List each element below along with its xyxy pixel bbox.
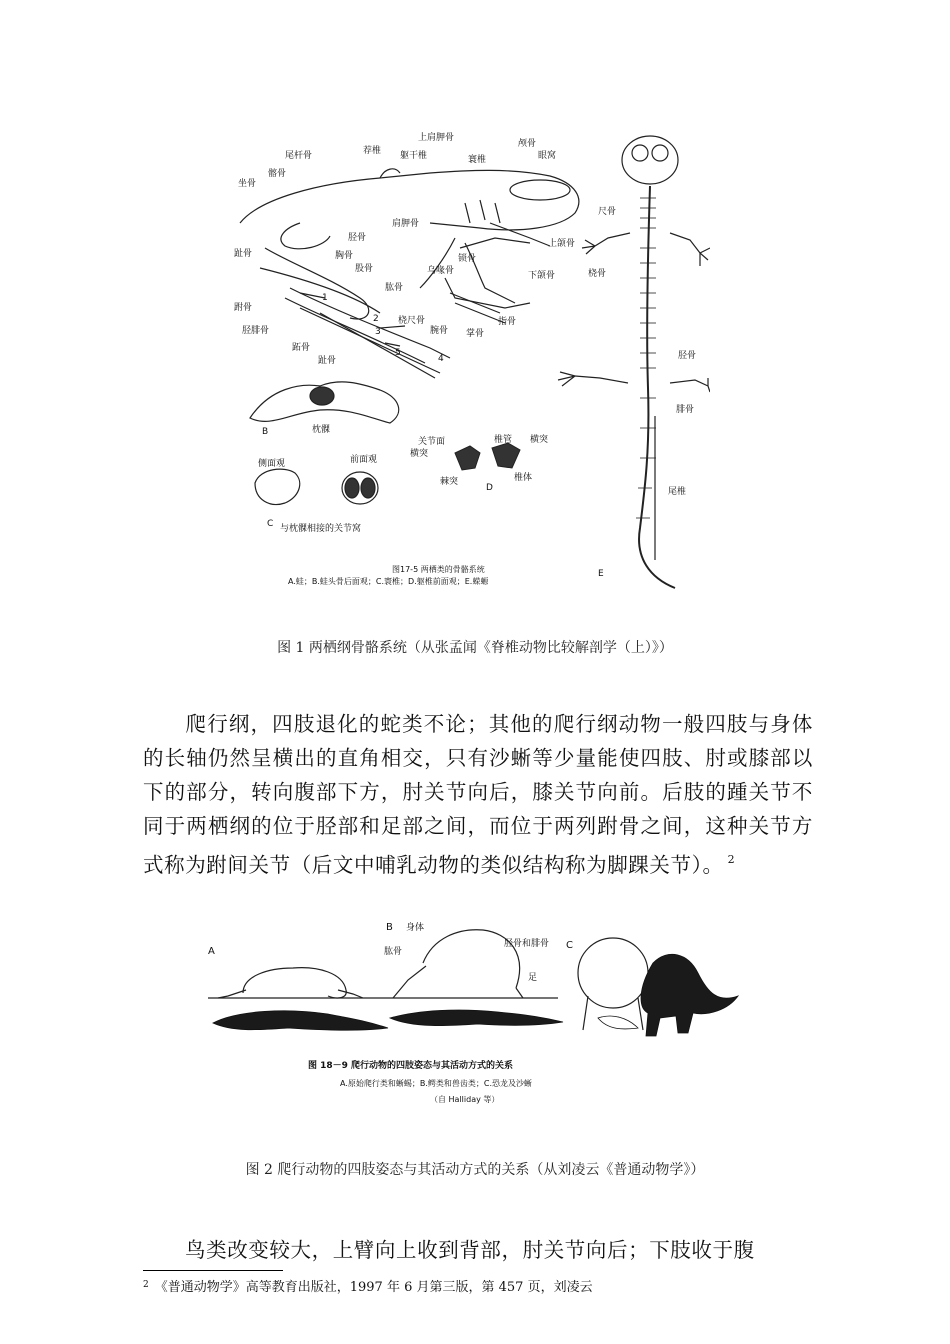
label-jianzhui: 荐椎 <box>363 146 382 156</box>
label-zhigu2: 跖骨 <box>292 343 311 353</box>
label-hugu: 肱骨 <box>385 283 404 293</box>
letter-d: D <box>486 483 493 493</box>
footnote-ref[interactable]: 2 <box>727 853 736 866</box>
label-zhuiguan: 椎管 <box>494 435 513 445</box>
label-a: A <box>208 946 215 957</box>
label-zhuiti: 椎体 <box>514 473 533 483</box>
label-wangu: 腕骨 <box>430 326 449 336</box>
label-zhigu4: 指骨 <box>498 317 517 327</box>
label-shanghegu: 上颌骨 <box>548 239 576 249</box>
num-1: 1 <box>322 293 328 303</box>
label-zhanggu: 掌骨 <box>466 329 485 339</box>
label-weiganggu: 尾杆骨 <box>285 151 313 161</box>
figure-2-drawing <box>198 918 748 1128</box>
figure-1-skeleton <box>230 128 710 598</box>
footnote-mark: 2 <box>143 1280 149 1290</box>
label-shenti: 身体 <box>406 923 425 933</box>
letter-c: C <box>267 519 274 529</box>
label-zu: 足 <box>528 973 538 983</box>
label-zuogu: 坐骨 <box>238 179 257 189</box>
label-xiahegu: 下颌骨 <box>528 271 556 281</box>
num-5: 5 <box>395 348 401 358</box>
footnote-divider <box>143 1270 283 1271</box>
label-qianmianguan: 前面观 <box>350 455 378 465</box>
label-hengtu2: 横突 <box>530 435 549 445</box>
label-zhendie: 枕髁 <box>312 425 331 435</box>
footnote <box>143 1276 593 1295</box>
label-jianjiagu: 肩胛骨 <box>392 219 420 229</box>
label-jingfei: 胫骨和腓骨 <box>504 939 550 949</box>
label-jingfeigu: 胫腓骨 <box>242 326 270 336</box>
label-b: B <box>386 922 393 933</box>
label-quganzhui: 躯干椎 <box>400 151 428 161</box>
num-2: 2 <box>373 314 379 324</box>
footnote-text: 《普通动物学》高等教育出版社，1997 年 6 月第三版，第 457 页，刘凌云 <box>154 1280 593 1295</box>
fig2-inner-sub: A.原始爬行类和蜥蜴；B.鳄类和兽齿类；C.恐龙及沙蜥 <box>340 1079 533 1088</box>
label-jitu: 棘突 <box>440 477 459 487</box>
label-c: C <box>566 940 573 951</box>
label-gugu: 肱骨 <box>384 947 403 957</box>
label-yaogu: 髂骨 <box>268 169 287 179</box>
label-suogu: 锁骨 <box>458 254 477 264</box>
label-hengtu: 横突 <box>410 449 429 459</box>
fig1-inner-title: 图17-5 两栖类的骨骼系统 <box>392 565 485 574</box>
label-zhugu: 跗骨 <box>234 303 253 313</box>
label-weizhui: 尾椎 <box>668 487 687 497</box>
label-chigu: 尺骨 <box>598 207 617 217</box>
figure-1-drawing <box>230 128 710 598</box>
num-4: 4 <box>438 354 444 364</box>
label-yanwo: 眼窝 <box>538 151 557 161</box>
fig2-inner-title: 图 18－9 爬行动物的四肢姿态与其活动方式的关系 <box>308 1061 514 1071</box>
label-gugu: 股骨 <box>355 264 374 274</box>
paragraph-reptiles-text: 爬行纲，四肢退化的蛇类不论；其他的爬行纲动物一般四肢与身体的长轴仍然呈横出的直角相交，只有沙蜥等少量能使四肢、肘或膝部以下的部分，转向腹部下方，肘关节向后，膝关节向前。后肢的踵关节不同于两栖纲的位于胫部和足部之间，而位于两列跗骨之间，这种关节方式称为跗间关节（后文中哺乳动物的类似结构称为脚踝关节）。 <box>143 712 813 877</box>
paragraph-reptiles <box>143 707 813 882</box>
label-raogu: 桡骨 <box>588 269 607 279</box>
label-huanzhui: 寰椎 <box>468 155 487 165</box>
label-gangu-top: 胫骨 <box>348 233 367 243</box>
label-zhigu3: 趾骨 <box>318 356 337 366</box>
letter-e: E <box>598 569 604 579</box>
label-guanjiewo: 与枕髁相接的关节窝 <box>280 524 362 534</box>
figure-2-limb-posture <box>198 918 748 1128</box>
fig2-inner-src: （自 Halliday 等） <box>430 1095 500 1104</box>
label-feigu: 腓骨 <box>676 405 695 415</box>
figure-2-caption: 图 2 爬行动物的四肢姿态与其活动方式的关系（从刘凌云《普通动物学》） <box>245 1162 705 1178</box>
label-cemianguan: 侧面观 <box>258 459 286 469</box>
label-guanjiemian: 关节面 <box>418 437 446 447</box>
label-wuhuigu: 乌喙骨 <box>427 266 455 276</box>
label-shangjianjiagu: 上肩胛骨 <box>418 133 455 143</box>
label-kuangu: 胸骨 <box>335 251 354 261</box>
fig1-inner-sub: A.蛙；B.蛙头骨后面观；C.寰椎；D.躯椎前面观；E.蝾螈 <box>288 577 489 586</box>
letter-b: B <box>262 427 269 437</box>
figure-1-caption: 图 1 两栖纲骨骼系统（从张孟闻《脊椎动物比较解剖学（上）》） <box>277 640 673 656</box>
label-zhigu: 趾骨 <box>234 249 253 259</box>
label-raochigu: 桡尺骨 <box>398 316 426 326</box>
num-3: 3 <box>375 327 381 337</box>
paragraph-birds <box>143 1233 813 1267</box>
paragraph-birds-text: 鸟类改变较大，上臂向上收到背部，肘关节向后；下肢收于腹 <box>185 1238 755 1262</box>
label-jinggu: 胫骨 <box>678 351 697 361</box>
label-niegu: 颅骨 <box>518 139 537 149</box>
